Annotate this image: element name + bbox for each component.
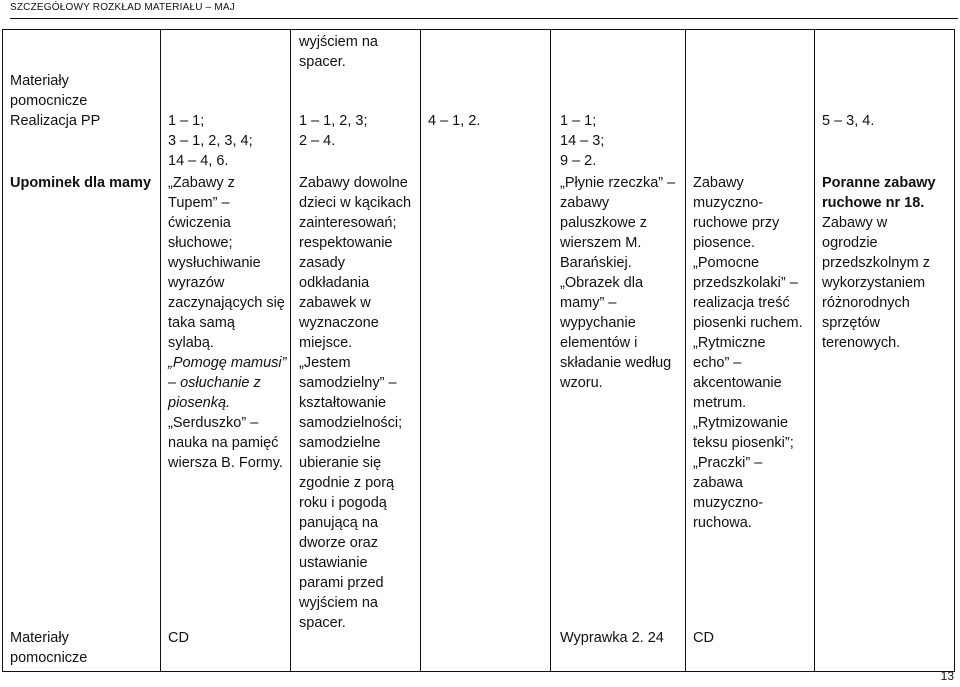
page-header: [10, 2, 235, 13]
table-col-divider-4: [550, 29, 551, 672]
top-row-col3-text: wyjściem na spacer.: [299, 34, 378, 70]
table-right-border: [954, 29, 955, 672]
table-col-divider-1: [160, 29, 161, 672]
table-col-divider-5: [685, 29, 686, 672]
materialy-col5: Wyprawka 2. 24: [560, 630, 664, 646]
table-top-border: [2, 29, 955, 30]
table-col-divider-2: [290, 29, 291, 672]
upominek-col2-part3: „Serduszko” – nauka na pamięć wiersza B. Formy.: [168, 415, 283, 471]
table-col-divider-3: [420, 29, 421, 672]
materialy-col2: CD: [168, 630, 189, 646]
top-row-label: Materiały pomocnicze: [10, 73, 88, 109]
materialy-label: Materiały pomocnicze: [10, 630, 88, 666]
upominek-col7: [822, 173, 936, 353]
upominek-col6: Zabawy muzyczno- ruchowe przy piosence. „Pomocne przedszkolaki” – realizacja treść piosenki ruchem. „Rytmiczne echo” – akcentowanie metrum. „Rytmizowanie teksu piosenki”; „Praczki” – zabawa muzyczno- ruchowa.: [693, 175, 803, 531]
upominek-col2-part2: „Pomogę mamusi” – osłuchanie z piosenką.: [168, 355, 287, 411]
realizacja-col3: 1 – 1, 2, 3; 2 – 4.: [299, 113, 368, 149]
page-number: 13: [940, 669, 954, 683]
realizacja-col2: 1 – 1; 3 – 1, 2, 3, 4; 14 – 4, 6.: [168, 113, 253, 169]
upominek-col5: „Płynie rzeczka” – zabawy paluszkowe z wierszem M. Barańskiej. „Obrazek dla mamy” – wypychanie elementów i składanie według wzoru.: [560, 175, 676, 391]
upominek-col7-body: Zabawy w ogrodzie przedszkolnym z wykorzystaniem różnorodnych sprzętów terenowych.: [822, 215, 930, 351]
header-rule: [10, 18, 958, 19]
realizacja-col7: 5 – 3, 4.: [822, 113, 875, 129]
table-col-divider-6: [814, 29, 815, 672]
upominek-label: Upominek dla mamy: [10, 175, 152, 191]
materialy-col6: CD: [693, 630, 714, 646]
table-left-border: [2, 29, 3, 672]
realizacja-col5: 1 – 1; 14 – 3; 9 – 2.: [560, 113, 605, 169]
table-bottom-border: [2, 671, 955, 672]
header-title: SZCZEGÓŁOWY ROZKŁAD MATERIAŁU – MAJ: [10, 2, 235, 13]
upominek-col3: Zabawy dowolne dzieci w kącikach zainteresowań; respektowanie zasady odkładania zabawek w wyznaczone miejsce. „Jestem samodzielny” – kształtowanie samodzielności; samodzielne ubieranie się zgodnie z porą roku i pogodą panującą na dworze oraz ustawianie parami przed wyjściem na spacer.: [299, 175, 412, 631]
upominek-col2: [168, 173, 286, 473]
upominek-col7-title: Poranne zabawy ruchowe nr 18.: [822, 175, 936, 211]
upominek-col2-part1: „Zabawy z Tupem” – ćwiczenia słuchowe; wysłuchiwanie wyrazów zaczynających się taka samą sylabą.: [168, 175, 285, 351]
realizacja-col4: 4 – 1, 2.: [428, 113, 481, 129]
realizacja-label: Realizacja PP: [10, 113, 101, 129]
